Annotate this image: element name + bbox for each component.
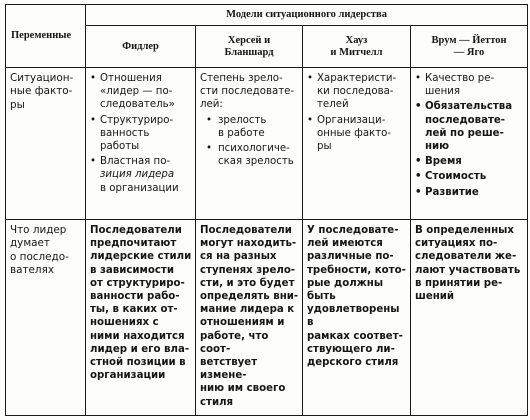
header-model-house-mitchell: Хауз и Митчелл xyxy=(303,26,411,68)
cell-hersey-leader: Последователи могут находить- ся на разных ступенях зрело- сти, и это будет определять вни- мание лидера к отношениям и работе, что соот- ветствует измене- нию им своего стиля xyxy=(196,220,303,416)
cell-fiedler-leader: Последователи предпочитают лидерские стили в зависимости от структуриро- ванности рабо- ты, в каких от- ношениях с ними находится лидер и его вла- стной позиции в организации xyxy=(86,220,196,416)
variable-situational-factors: Ситуацион- ные факто- ры xyxy=(6,68,86,220)
cell-vroom-leader: В определенных ситуациях по- следователи же- лают участвовать в принятии ре- шений xyxy=(411,220,528,416)
vroom-factors-list xyxy=(415,72,524,199)
header-models-group: Модели ситуационного лидерства xyxy=(86,5,528,26)
house-factors-list xyxy=(307,72,407,153)
hersey-factors-list xyxy=(200,114,299,169)
list-item: • Структуриро- ванность работы xyxy=(90,114,192,154)
list-item: • Время xyxy=(415,155,524,168)
list-item-italic-text: зиция лидера xyxy=(100,169,175,181)
fiedler-factors-list xyxy=(90,72,192,195)
list-item: • Обязательства последовате- лей по реше- нию xyxy=(415,100,524,153)
list-item: • Характеристи- ки последова- телей xyxy=(307,72,407,112)
list-item xyxy=(90,155,192,195)
list-item: • Качество ре- шения xyxy=(415,72,524,98)
header-model-vroom-yetton-jago: Врум — Йеттон — Яго xyxy=(411,26,528,68)
table-row-leader-thinks xyxy=(6,220,528,416)
cell-hersey-factors xyxy=(196,68,303,220)
cell-fiedler-factors xyxy=(86,68,196,220)
cell-house-leader: У последовате- лей имеются различные по- требности, кото- рые должны быть удовлетворены в рамках соответ- ствующего ли- дерского стиля xyxy=(303,220,411,416)
cell-house-factors xyxy=(303,68,411,220)
list-item: • Стоимость xyxy=(415,170,524,183)
cell-vroom-factors xyxy=(411,68,528,220)
header-variables: Переменные xyxy=(6,5,86,68)
list-item: • Развитие xyxy=(415,186,524,199)
table-header-row xyxy=(6,5,528,26)
header-model-fiedler: Фидлер xyxy=(86,26,196,68)
list-item-text: Властная по- xyxy=(100,156,171,168)
list-item: • зрелость в работе xyxy=(200,114,299,140)
header-model-hersey-blanchard: Херсей и Бланшард xyxy=(196,26,303,68)
list-item: • психологиче- ская зрелость xyxy=(200,142,299,168)
leadership-models-table xyxy=(5,4,528,416)
table-row-situational-factors xyxy=(6,68,528,220)
list-item: • Организаци- онные факто- ры xyxy=(307,114,407,154)
hersey-factors-intro: Степень зрело- сти последовате- лей: xyxy=(200,73,295,111)
variable-leader-thinks: Что лидер думает о последо- вателях xyxy=(6,220,86,416)
list-item: • Отношения «лидер — по- следователь» xyxy=(90,72,192,112)
list-item-text: в организации xyxy=(100,182,179,194)
